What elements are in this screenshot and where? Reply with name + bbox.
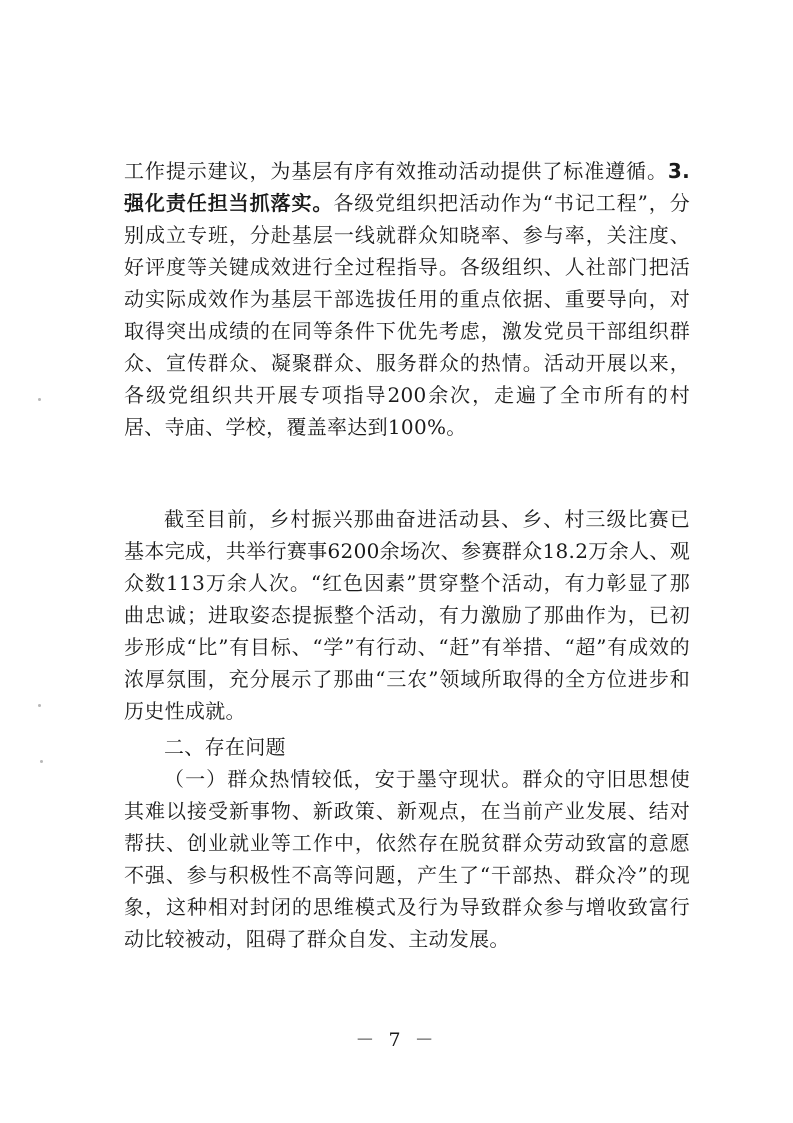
scan-mark — [38, 398, 41, 401]
section-heading: 二、存在问题 — [164, 735, 286, 759]
paragraph2-text: 截至目前，乡村振兴那曲奋进活动县、乡、村三级比赛已基本完成，共举行赛事6200余场次、参赛群众18.2万余人、观众数113万余人次。“红色因素”贯穿整个活动，有力彰显了那曲忠诚；进取姿态提振整个活动，有力激励了那曲作为，已初步形成“比”有目标、“学”有行动、“赶”有举措、“超”有成效的浓厚氛围，充分展示了那曲“三农”领域所取得的全方位进步和历史性成就。 — [124, 507, 690, 723]
paragraph-progress-summary — [124, 503, 690, 727]
page-number: － 7 － — [355, 1029, 438, 1051]
paragraph1-text-a: 工作提示建议，为基层有序有效推动活动提供了标准遵循。 — [124, 159, 668, 183]
paragraph-problem-one — [124, 763, 690, 955]
scan-mark — [38, 704, 41, 707]
paragraph-continuation — [124, 155, 690, 443]
problem-subheading: （一）群众热情较低，安于墨守现状。 — [164, 767, 523, 791]
bold-item-heading: 3.强化责任担当抓落实。 — [124, 159, 690, 215]
scan-mark — [40, 760, 43, 763]
paragraph1-text-b: 各级党组织把活动作为“书记工程”，分别成立专班，分赴基层一线就群众知晓率、参与率，关注度、好评度等关键成效进行全过程指导。各级组织、人社部门把活动实际成效作为基层干部选拔任用的重点依据、重要导向，对取得突出成绩的在同等条件下优先考虑，激发党员干部组织群众、宣传群众、凝聚群众、服务群众的热情。活动开展以来，各级党组织共开展专项指导200余次，走遍了全市所有的村居、寺庙、学校，覆盖率达到100%。 — [124, 191, 691, 439]
paragraph3-text: 群众的守旧思想使其难以接受新事物、新政策、新观点，在当前产业发展、结对帮扶、创业就业等工作中，依然存在脱贫群众劳动致富的意愿不强、参与积极性不高等问题，产生了“干部热、群众冷”的现象，这种相对封闭的思维模式及行为导致群众参与增收致富行动比较被动，阻碍了群众自发、主动发展。 — [124, 767, 690, 951]
